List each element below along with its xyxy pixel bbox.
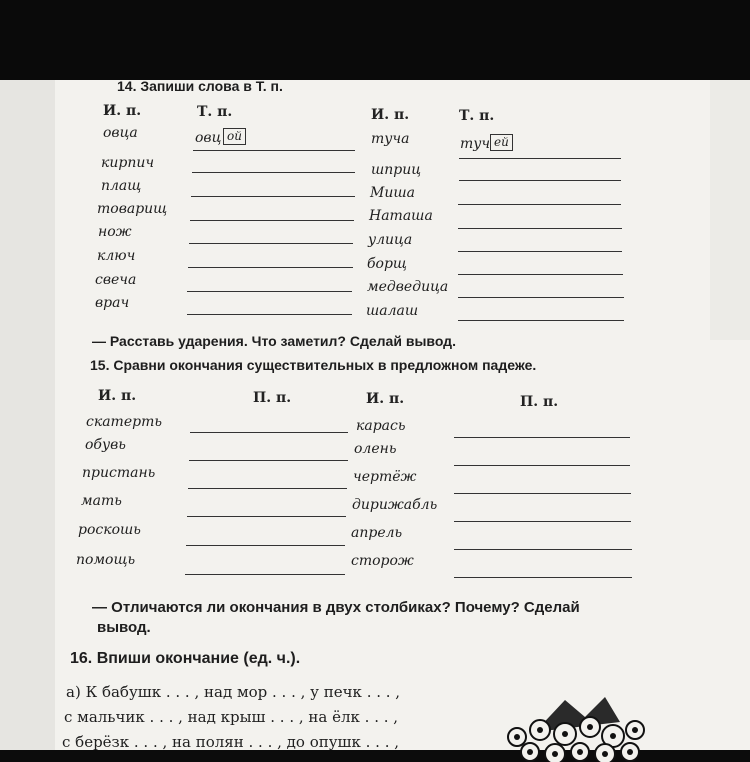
exercise-15-title: 15. Сравни окончания существительных в предложном падеже. — [90, 357, 537, 373]
ex16-sentence-line: с мальчик . . . , над крыш . . . , на ёлк . . . , — [64, 708, 399, 726]
ex15-right-word: дирижабль — [352, 497, 438, 513]
ex15-header-prep-right: П. п. — [520, 394, 559, 410]
answer-line[interactable] — [185, 574, 345, 575]
answer-line[interactable] — [458, 320, 624, 321]
ex14-example-ending-box-right: ей — [490, 134, 513, 151]
ex14-right-word: шалаш — [366, 303, 419, 319]
ex14-left-word: плащ — [101, 178, 142, 194]
ex14-task: — Расставь ударения. Что заметил? Сделай вывод. — [92, 333, 456, 349]
ex14-right-word: Наташа — [369, 208, 433, 224]
ex14-left-word: врач — [95, 295, 130, 311]
ex15-left-word: скатерть — [86, 414, 162, 430]
answer-line[interactable] — [188, 488, 347, 489]
ex15-right-word: апрель — [351, 525, 403, 541]
dark-background-top — [0, 0, 750, 80]
answer-line[interactable] — [188, 267, 353, 268]
ex15-left-word: мать — [81, 493, 122, 509]
ex16-sentence-line: а) К бабушк . . . , над мор . . . , у печк . . . , — [66, 683, 401, 701]
ex14-right-word: медведица — [367, 279, 449, 295]
ex14-right-word: туча — [371, 131, 410, 147]
answer-line[interactable] — [454, 493, 631, 494]
ex14-header-nom-left: И. п. — [103, 103, 142, 119]
answer-line[interactable] — [187, 516, 346, 517]
ex15-question-line1: — Отличаются ли окончания в двух столбиках? Почему? Сделай — [92, 599, 580, 616]
ex14-example-stem-left: овц — [195, 130, 222, 146]
ex15-header-nom-right: И. п. — [366, 391, 405, 407]
answer-line[interactable] — [458, 297, 624, 298]
answer-line[interactable] — [187, 291, 352, 292]
ex14-left-word: кирпич — [101, 155, 155, 171]
ex14-left-word: свеча — [95, 272, 137, 288]
answer-line[interactable] — [454, 577, 632, 578]
answer-line[interactable] — [190, 220, 354, 221]
answer-line[interactable] — [454, 549, 632, 550]
ex14-left-word: ключ — [97, 248, 136, 264]
ex14-right-word: борщ — [367, 256, 407, 272]
answer-line[interactable] — [189, 460, 348, 461]
page-shadow-left — [0, 80, 55, 750]
answer-line[interactable] — [458, 228, 622, 229]
answer-line[interactable] — [186, 545, 345, 546]
ex15-question-line2: вывод. — [97, 619, 151, 636]
answer-line[interactable] — [454, 521, 631, 522]
ex15-header-nom-left: И. п. — [98, 388, 137, 404]
answer-line[interactable] — [190, 432, 348, 433]
ex15-right-word: сторож — [351, 553, 414, 569]
exercise-16-title: 16. Впиши окончание (ед. ч.). — [70, 650, 301, 667]
answer-line[interactable] — [189, 243, 353, 244]
ex15-left-word: помощь — [76, 552, 136, 568]
ex14-example-ending-box-left: ой — [223, 128, 246, 145]
ex14-header-instr-left: Т. п. — [197, 104, 233, 120]
ex15-left-word: обувь — [85, 437, 126, 453]
ex14-right-word: шприц — [371, 162, 422, 178]
answer-line[interactable] — [193, 150, 355, 151]
ex15-right-word: карась — [356, 418, 406, 434]
ex14-right-word: Миша — [370, 185, 415, 201]
answer-line[interactable] — [458, 251, 622, 252]
answer-line[interactable] — [192, 172, 355, 173]
ex15-right-word: чертёж — [353, 469, 417, 485]
page-shadow-right — [710, 80, 750, 340]
answer-line[interactable] — [459, 180, 621, 181]
answer-line[interactable] — [454, 465, 630, 466]
ex14-header-nom-right: И. п. — [371, 107, 410, 123]
answer-line[interactable] — [187, 314, 352, 315]
ex14-example-stem-right: туч — [460, 136, 491, 152]
flower-illustration — [495, 692, 655, 762]
ex16-sentence-line: с берёзк . . . , на полян . . . , до опушк . . . , — [62, 733, 400, 751]
answer-line[interactable] — [459, 158, 621, 159]
ex15-header-prep-left: П. п. — [253, 390, 292, 406]
ex14-header-instr-right: Т. п. — [459, 108, 495, 124]
ex15-right-word: олень — [354, 441, 397, 457]
ex14-left-word: овца — [103, 125, 138, 141]
ex14-right-word: улица — [368, 232, 413, 248]
ex14-left-word: нож — [98, 224, 132, 240]
answer-line[interactable] — [458, 204, 621, 205]
ex15-left-word: пристань — [82, 465, 156, 481]
exercise-14-title: 14. Запиши слова в Т. п. — [117, 78, 283, 94]
ex15-left-word: роскошь — [78, 522, 141, 538]
answer-line[interactable] — [454, 437, 630, 438]
answer-line[interactable] — [191, 196, 355, 197]
ex14-left-word: товарищ — [97, 201, 168, 217]
answer-line[interactable] — [458, 274, 623, 275]
